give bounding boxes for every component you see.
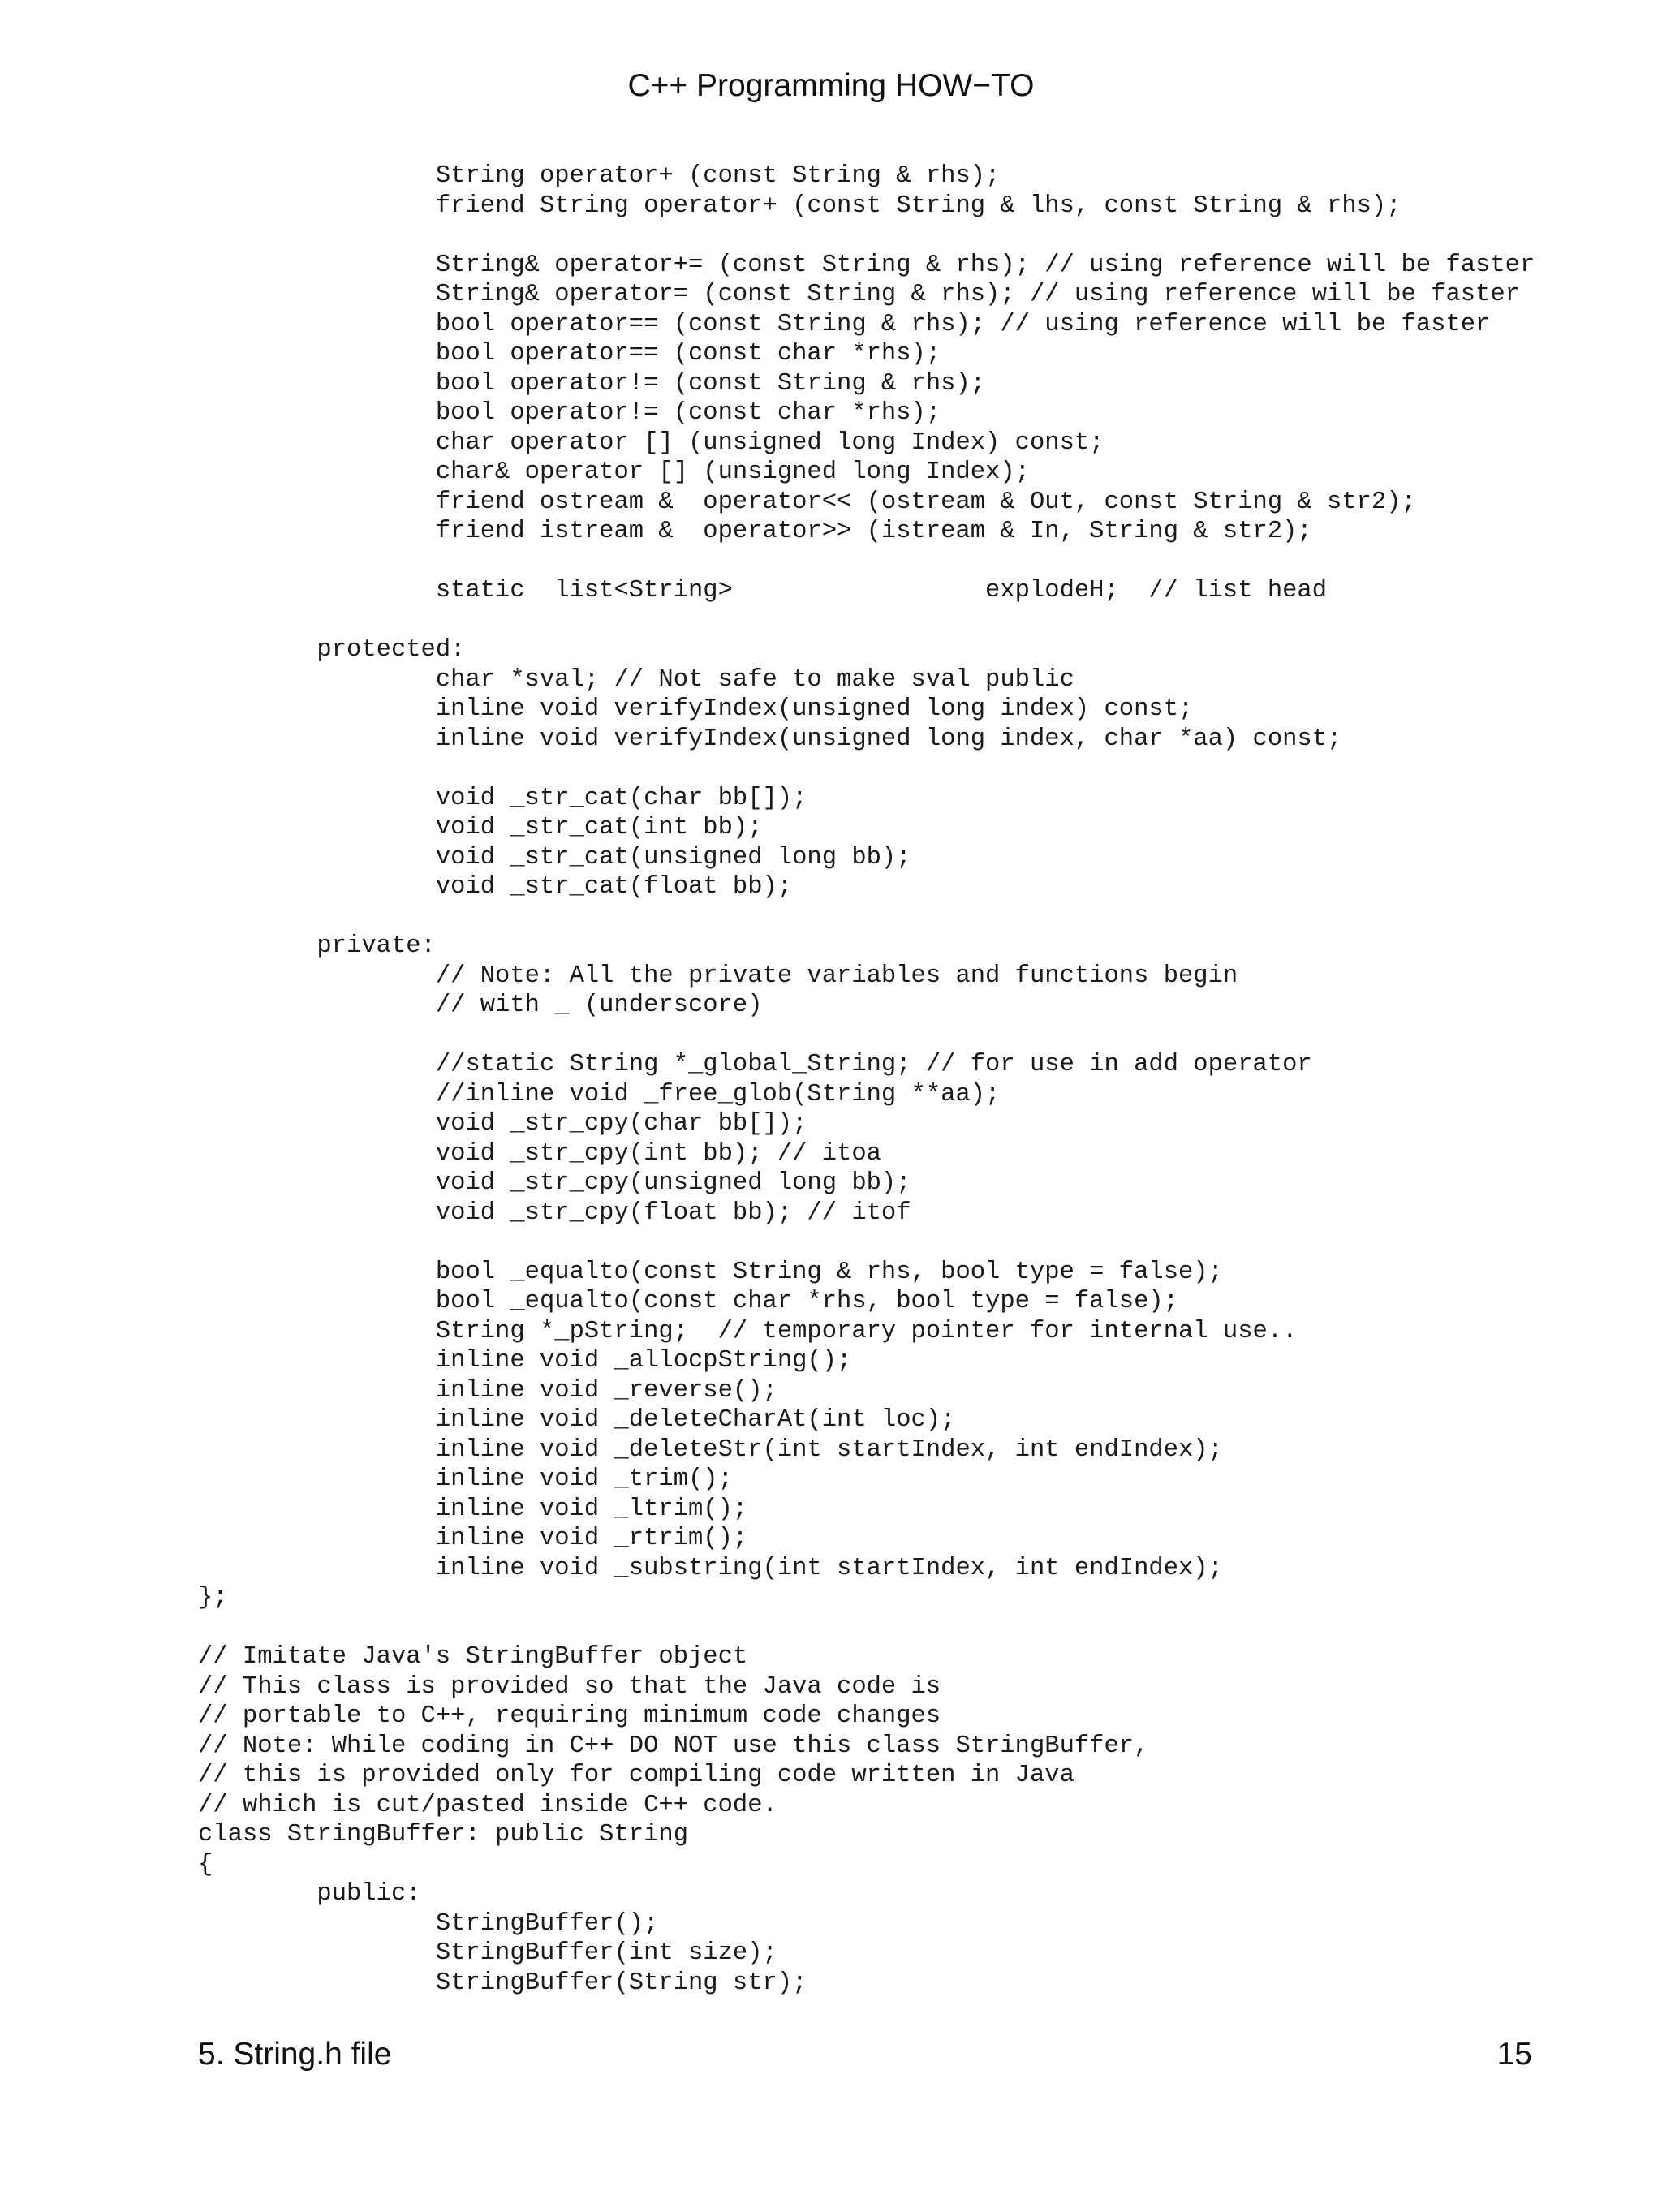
code-line: void _str_cat(char bb[]); [198,784,807,812]
code-listing [198,161,1613,1998]
code-line: char *sval; // Not safe to make sval public [198,665,1074,694]
code-line: inline void _rtrim(); [198,1525,748,1552]
code-line: String operator+ (const String & rhs); [198,162,1001,190]
code-line: bool operator!= (const String & rhs); [198,369,986,398]
code-line: }; [198,1584,228,1612]
code-line: void _str_cat(int bb); [198,814,763,841]
code-line: static list<String> explodeH; // list head [198,577,1328,605]
code-line: void _str_cat(unsigned long bb); [198,843,911,871]
code-line: // This class is provided so that the Java code is [198,1672,941,1701]
code-line: StringBuffer(int size); [198,1939,777,1967]
code-line: char operator [] (unsigned long Index) const; [198,428,1104,457]
code-line: bool _equalto(const char *rhs, bool type = false); [198,1288,1178,1315]
code-line: friend String operator+ (const String & lhs, const String & rhs); [198,192,1402,220]
code-line: bool operator== (const String & rhs); // using reference will be faster [198,310,1491,338]
page-header-title: C++ Programming HOW−TO [627,68,1035,103]
code-line [198,754,1613,784]
footer-page-number: 15 [1496,2037,1532,2072]
code-line: inline void _allocpString(); [198,1347,852,1375]
code-line: inline void verifyIndex(unsigned long index) const; [198,695,1194,723]
code-line [198,1021,1613,1051]
code-line: StringBuffer(String str); [198,1969,807,1997]
code-line: StringBuffer(); [198,1909,659,1938]
code-line: // which is cut/pasted inside C++ code. [198,1791,777,1819]
code-line: String& operator= (const String & rhs); // using reference will be faster [198,281,1520,308]
code-line: inline void verifyIndex(unsigned long index, char *aa) const; [198,725,1342,753]
code-line [198,547,1613,577]
code-line: bool _equalto(const String & rhs, bool type = false); [198,1258,1223,1286]
code-line [198,1228,1613,1258]
code-line: protected: [198,636,466,664]
code-line [198,221,1613,251]
code-line: public: [198,1880,421,1908]
code-line: char& operator [] (unsigned long Index); [198,458,1030,486]
code-line: bool operator!= (const char *rhs); [198,399,941,427]
code-line: private: [198,932,436,960]
code-line: // this is provided only for compiling code written in Java [198,1762,1074,1789]
code-line: // portable to C++, requiring minimum code changes [198,1702,941,1730]
code-line: //inline void _free_glob(String **aa); [198,1080,1001,1108]
code-line: void _str_cat(float bb); [198,873,793,901]
code-line: void _str_cpy(float bb); // itof [198,1199,911,1227]
code-line: String *_pString; // temporary pointer for internal use.. [198,1317,1298,1345]
code-line: void _str_cpy(char bb[]); [198,1110,807,1138]
code-line: // Note: While coding in C++ DO NOT use this class StringBuffer, [198,1732,1149,1760]
code-line: bool operator== (const char *rhs); [198,340,941,368]
code-line: inline void _deleteCharAt(int loc); [198,1406,956,1434]
code-line: void _str_cpy(unsigned long bb); [198,1169,911,1197]
code-line: friend ostream & operator<< (ostream & Out, const String & str2); [198,488,1416,516]
code-line: friend istream & operator>> (istream & In, String & str2); [198,518,1312,545]
code-line [198,1613,1613,1643]
code-line: //static String *_global_String; // for use in add operator [198,1051,1312,1078]
code-line: inline void _trim(); [198,1465,733,1493]
code-line: inline void _reverse(); [198,1376,777,1405]
code-line: inline void _ltrim(); [198,1495,748,1523]
code-line [198,902,1613,932]
code-line: void _str_cpy(int bb); // itoa [198,1139,881,1168]
code-line: class StringBuffer: public String [198,1821,688,1848]
code-line: // Imitate Java's StringBuffer object [198,1643,748,1671]
code-line: inline void _deleteStr(int startIndex, int endIndex); [198,1435,1223,1464]
code-line: { [198,1850,213,1878]
code-line: // with _ (underscore) [198,992,763,1019]
footer-section-title: 5. String.h file [198,2037,392,2072]
code-line [198,606,1613,636]
code-line: String& operator+= (const String & rhs); // using reference will be faster [198,251,1535,279]
code-line: // Note: All the private variables and functions begin [198,962,1238,990]
code-line: inline void _substring(int startIndex, int endIndex); [198,1554,1223,1582]
